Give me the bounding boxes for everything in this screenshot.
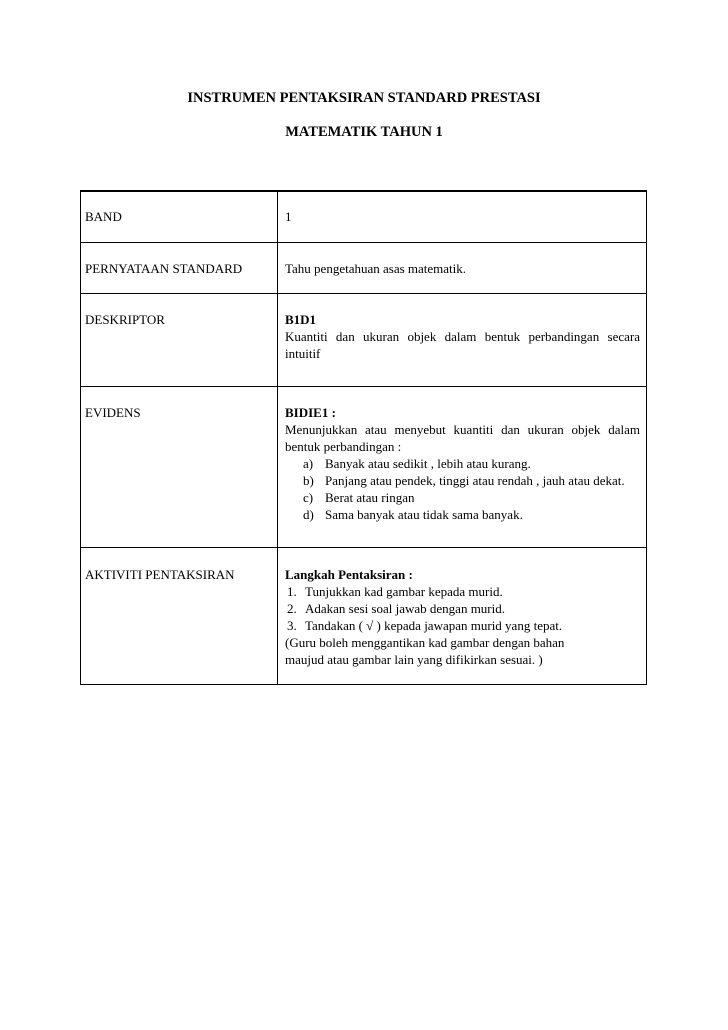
- pernyataan-value: Tahu pengetahuan asas matematik.: [285, 261, 467, 276]
- list-marker: d): [303, 507, 314, 522]
- document-title: INSTRUMEN PENTAKSIRAN STANDARD PRESTASI: [187, 90, 541, 106]
- band-label: BAND: [85, 209, 122, 224]
- step-list: [285, 583, 640, 634]
- aktiviti-note-line-1: (Guru boleh menggantikan kad gambar dengan bahan: [285, 635, 565, 650]
- row-deskriptor: [81, 294, 647, 387]
- list-marker: a): [303, 456, 314, 471]
- instrument-table: [80, 190, 647, 685]
- step-number: 2.: [287, 601, 297, 616]
- deskriptor-label-cell: [81, 294, 278, 387]
- aktiviti-label: AKTIVITI PENTAKSIRAN: [85, 567, 235, 582]
- row-band: [81, 191, 647, 243]
- deskriptor-code: B1D1: [285, 312, 317, 327]
- deskriptor-text: Kuantiti dan ukuran objek dalam bentuk perbandingan secara intuitif: [285, 329, 640, 361]
- evidens-value-cell: [278, 387, 647, 548]
- list-marker: c): [303, 490, 314, 505]
- band-value-cell: [278, 191, 647, 243]
- pernyataan-value-cell: [278, 243, 647, 294]
- list-item-text: Banyak atau sedikit , lebih atau kurang.: [325, 456, 531, 471]
- list-marker: b): [303, 473, 314, 488]
- aktiviti-value-cell: [278, 548, 647, 685]
- evidens-list: [285, 455, 640, 523]
- deskriptor-label: DESKRIPTOR: [85, 312, 165, 327]
- aktiviti-note-line-2: maujud atau gambar lain yang difikirkan sesuai. ): [285, 652, 543, 667]
- list-item: [285, 489, 640, 506]
- evidens-label-cell: [81, 387, 278, 548]
- row-evidens: [81, 387, 647, 548]
- list-item: [285, 455, 640, 472]
- evidens-code: BIDIE1 :: [285, 405, 336, 420]
- step-text: Tunjukkan kad gambar kepada murid.: [305, 584, 503, 599]
- document-subtitle: MATEMATIK TAHUN 1: [285, 124, 443, 140]
- step-item: [287, 583, 640, 600]
- step-text: Tandakan ( √ ) kepada jawapan murid yang tepat.: [305, 618, 563, 633]
- band-value: 1: [285, 209, 292, 224]
- step-item: [287, 617, 640, 634]
- step-item: [287, 600, 640, 617]
- list-item: [285, 506, 640, 523]
- band-label-cell: [81, 191, 278, 243]
- list-item-text: Panjang atau pendek, tinggi atau rendah , jauh atau dekat.: [325, 473, 625, 488]
- evidens-intro: Menunjukkan atau menyebut kuantiti dan ukuran objek dalam bentuk perbandingan :: [285, 422, 640, 454]
- aktiviti-heading: Langkah Pentaksiran :: [285, 567, 413, 582]
- row-pernyataan-standard: [81, 243, 647, 294]
- evidens-label: EVIDENS: [85, 405, 141, 420]
- step-text: Adakan sesi soal jawab dengan murid.: [305, 601, 506, 616]
- row-aktiviti-pentaksiran: [81, 548, 647, 685]
- step-number: 1.: [287, 584, 297, 599]
- list-item: [285, 472, 640, 489]
- list-item-text: Sama banyak atau tidak sama banyak.: [325, 507, 523, 522]
- deskriptor-value-cell: [278, 294, 647, 387]
- aktiviti-label-cell: [81, 548, 278, 685]
- step-number: 3.: [287, 618, 297, 633]
- pernyataan-label-cell: [81, 243, 278, 294]
- pernyataan-label: PERNYATAAN STANDARD: [85, 261, 243, 276]
- list-item-text: Berat atau ringan: [325, 490, 415, 505]
